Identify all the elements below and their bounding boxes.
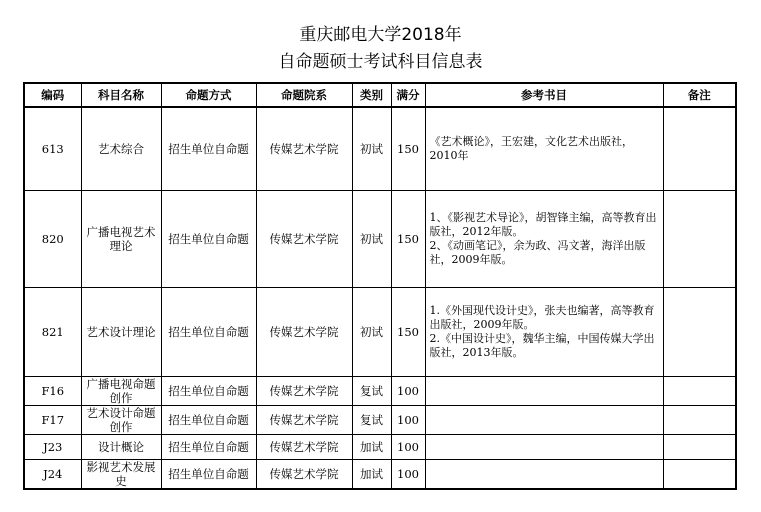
- table-row: [24, 460, 736, 490]
- header-books: 参考书目: [425, 83, 663, 107]
- cell-method: 招生单位自命题: [161, 406, 256, 435]
- cell-type: 加试: [352, 460, 391, 490]
- cell-name: 艺术设计理论: [81, 288, 161, 377]
- header-method: 命题方式: [161, 83, 256, 107]
- cell-name: 影视艺术发展史: [81, 460, 161, 490]
- cell-method: 招生单位自命题: [161, 460, 256, 490]
- table-row: [24, 435, 736, 460]
- cell-type: 复试: [352, 406, 391, 435]
- cell-books: [425, 107, 663, 191]
- book-entry: 2.《中国设计史》，魏华主编，中国传媒大学出版社，2013年版。: [429, 332, 655, 359]
- table-row: [24, 191, 736, 288]
- cell-books: [425, 460, 663, 490]
- page-subtitle: 自命题硕士考试科目信息表: [278, 52, 483, 72]
- cell-books: [425, 377, 663, 406]
- cell-type: 复试: [352, 377, 391, 406]
- header-dept: 命题院系: [256, 83, 352, 107]
- cell-dept: 传媒艺术学院: [256, 191, 352, 288]
- book-entry: 《艺术概论》，王宏建，文化艺术出版社，2010年: [429, 135, 633, 162]
- cell-books: [425, 435, 663, 460]
- cell-method: 招生单位自命题: [161, 288, 256, 377]
- cell-dept: 传媒艺术学院: [256, 406, 352, 435]
- cell-type: 初试: [352, 288, 391, 377]
- cell-dept: 传媒艺术学院: [256, 288, 352, 377]
- cell-score: 150: [391, 107, 425, 191]
- cell-type: 初试: [352, 107, 391, 191]
- cell-note: [663, 460, 736, 490]
- cell-note: [663, 107, 736, 191]
- cell-name: 设计概论: [81, 435, 161, 460]
- cell-method: 招生单位自命题: [161, 191, 256, 288]
- cell-code: F16: [24, 377, 81, 406]
- cell-name: 艺术综合: [81, 107, 161, 191]
- table-row: [24, 288, 736, 377]
- cell-books: [425, 288, 663, 377]
- cell-code: 613: [24, 107, 81, 191]
- cell-code: 820: [24, 191, 81, 288]
- cell-note: [663, 377, 736, 406]
- cell-dept: 传媒艺术学院: [256, 107, 352, 191]
- cell-type: 初试: [352, 191, 391, 288]
- header-type: 类别: [352, 83, 391, 107]
- cell-name: 广播电视艺术理论: [81, 191, 161, 288]
- cell-type: 加试: [352, 435, 391, 460]
- subject-table: [23, 82, 737, 490]
- cell-note: [663, 406, 736, 435]
- cell-method: 招生单位自命题: [161, 107, 256, 191]
- cell-method: 招生单位自命题: [161, 435, 256, 460]
- cell-books: [425, 191, 663, 288]
- cell-score: 100: [391, 435, 425, 460]
- page-title: 重庆邮电大学2018年: [299, 25, 462, 45]
- cell-score: 150: [391, 288, 425, 377]
- header-note: 备注: [663, 83, 736, 107]
- cell-note: [663, 288, 736, 377]
- cell-name: 艺术设计命题创作: [81, 406, 161, 435]
- cell-dept: 传媒艺术学院: [256, 377, 352, 406]
- book-entry: 1、《影视艺术导论》，胡智锋主编，高等教育出版社，2012年版。: [429, 211, 657, 238]
- cell-code: J24: [24, 460, 81, 490]
- cell-code: F17: [24, 406, 81, 435]
- header-score: 满分: [391, 83, 425, 107]
- cell-dept: 传媒艺术学院: [256, 460, 352, 490]
- header-name: 科目名称: [81, 83, 161, 107]
- table-row: [24, 107, 736, 191]
- cell-score: 100: [391, 460, 425, 490]
- cell-method: 招生单位自命题: [161, 377, 256, 406]
- cell-note: [663, 435, 736, 460]
- cell-name: 广播电视命题创作: [81, 377, 161, 406]
- book-entry: 1.《外国现代设计史》，张夫也编著，高等教育出版社，2009年版。: [429, 304, 655, 331]
- cell-code: J23: [24, 435, 81, 460]
- cell-dept: 传媒艺术学院: [256, 435, 352, 460]
- header-code: 编码: [24, 83, 81, 107]
- book-entry: 2、《动画笔记》，余为政、冯文著，海洋出版社，2009年版。: [429, 239, 646, 266]
- table-header-row: [24, 83, 736, 107]
- cell-code: 821: [24, 288, 81, 377]
- cell-books: [425, 406, 663, 435]
- cell-note: [663, 191, 736, 288]
- cell-score: 150: [391, 191, 425, 288]
- cell-score: 100: [391, 406, 425, 435]
- cell-score: 100: [391, 377, 425, 406]
- table-row: [24, 377, 736, 406]
- table-row: [24, 406, 736, 435]
